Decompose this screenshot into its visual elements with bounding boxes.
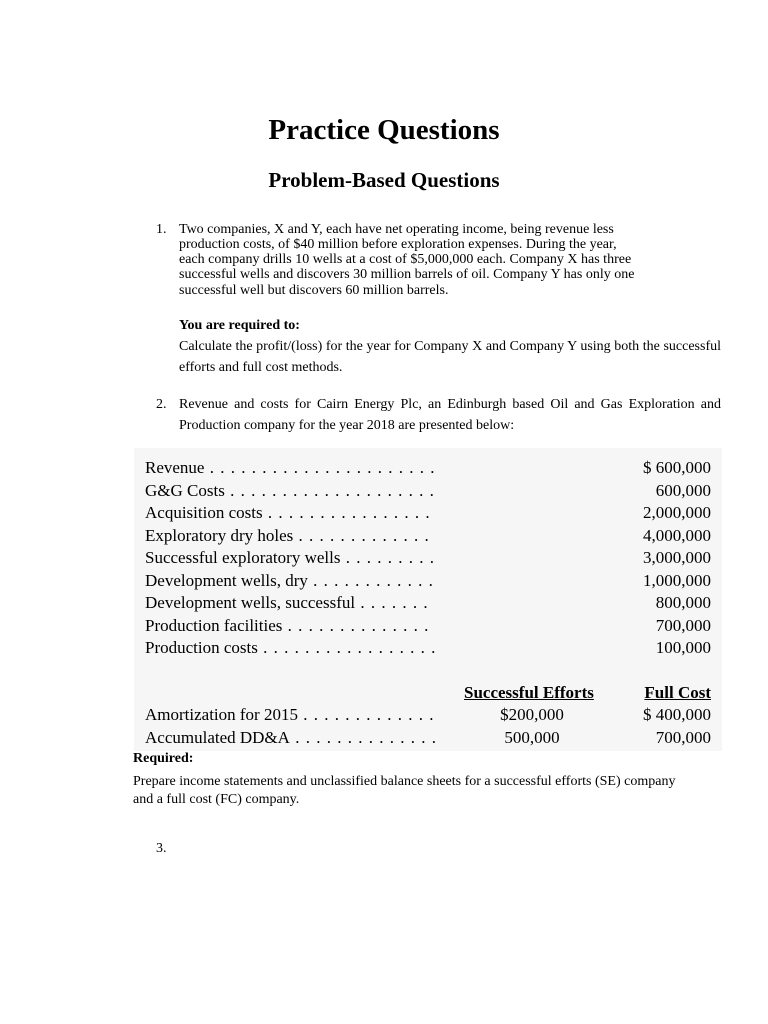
row-value: 4,000,000 [643,526,711,545]
question-2-intro: Revenue and costs for Cairn Energy Plc, an Edinburgh based Oil and Gas Exploration and Production company for the year 2018 are presented below: [179,397,721,433]
table-row [134,525,722,547]
table-row [134,592,722,614]
question-2-required-text: Prepare income statements and unclassified balance sheets for a successful efforts (SE) company and a full cost (FC) company. [133,774,676,807]
row-value: 3,000,000 [643,548,711,567]
question-2-number: 2. [156,397,167,412]
row-label: G&G Costs . . . [145,480,435,502]
table-row [134,615,722,637]
row-label: Amortization for 2015 . . . [145,704,435,726]
row-label: Production costs . . . [145,637,435,659]
question-1-line: successful well but discovers 60 million barrels. [179,283,449,298]
question-1-number: 1. [156,222,167,237]
page-title: Practice Questions [268,114,500,146]
question-1-line: production costs, of $40 million before exploration expenses. During the year, [179,237,617,252]
table-row [134,480,722,502]
question-1-required-text: Calculate the profit/(loss) for the year for Company X and Company Y using both the successful efforts and full cost methods. [179,339,721,375]
question-1-required-heading: You are required to: [179,318,300,333]
column-header-successful-efforts: Successful Efforts [464,683,594,702]
row-value: $ 600,000 [643,458,711,477]
question-1-line: each company drills 10 wells at a cost of $5,000,000 each. Company X has three [179,252,632,267]
row-value: 600,000 [655,481,711,500]
table-row [134,457,722,479]
row-value: 1,000,000 [643,571,711,590]
full-cost-value: 700,000 [655,728,711,747]
question-1-line: Two companies, X and Y, each have net operating income, being revenue less [179,222,614,237]
table-row [134,570,722,592]
table-row [134,547,722,569]
table-row [134,727,722,749]
row-value: 800,000 [655,593,711,612]
column-header-full-cost: Full Cost [644,683,711,702]
question-2-required-label: Required: [133,751,194,766]
row-label: Development wells, dry . . . [145,570,435,592]
row-label: Successful exploratory wells . . . [145,547,435,569]
row-label: Production facilities . . . [145,615,435,637]
cost-table [134,448,722,751]
table-row [134,637,722,659]
row-value: 700,000 [655,616,711,635]
section-subtitle: Problem-Based Questions [268,168,500,192]
row-value: 2,000,000 [643,503,711,522]
successful-efforts-value: 500,000 [504,728,560,747]
row-label: Exploratory dry holes . . . [145,525,435,547]
row-value: 100,000 [655,638,711,657]
table-row [134,502,722,524]
row-label: Revenue . . . [145,457,435,479]
row-label: Accumulated DD&A . . . [145,727,435,749]
full-cost-value: $ 400,000 [643,705,711,724]
question-1-line: successful wells and discovers 30 million barrels of oil. Company Y has only one [179,267,635,282]
question-3-number: 3. [156,841,167,856]
row-label: Acquisition costs . . . [145,502,435,524]
row-label: Development wells, successful . . . [145,592,435,614]
table-row [134,704,722,726]
successful-efforts-value: $200,000 [500,705,564,724]
